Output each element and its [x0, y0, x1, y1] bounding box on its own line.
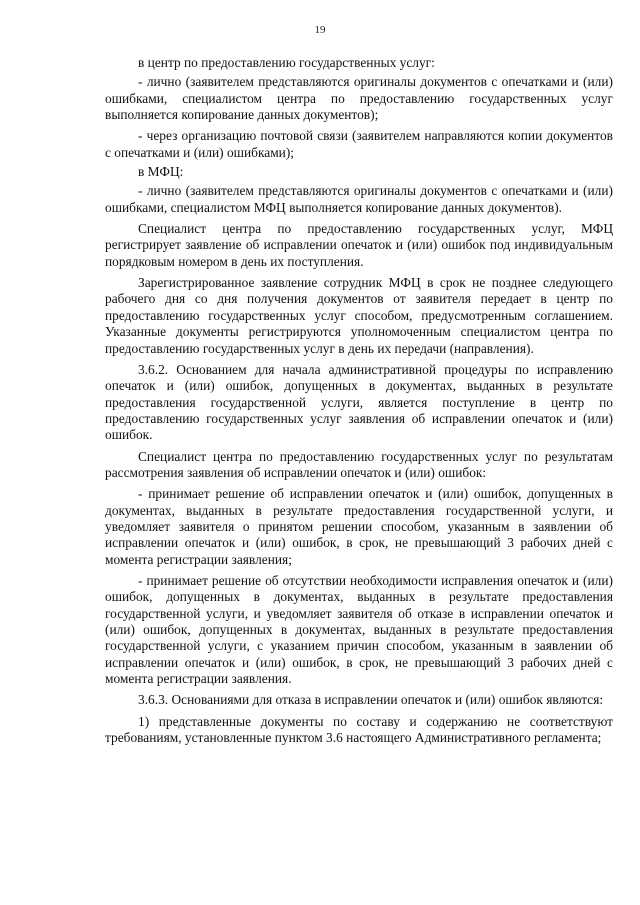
page-number: 19: [314, 24, 326, 36]
paragraph: 1) представленные документы по составу и содержанию не соответствуют требованиям, установленные пунктом 3.6 настоящего Административного регламента;: [105, 713, 613, 746]
paragraph: 3.6.2. Основанием для начала административной процедуры по исправлению опечаток и (или) ошибок, допущенных в документах, выданных в результате предоставления государственной услуги, является поступление в центр по предоставлению государственных услуг заявления об исправлении опечаток и (или) ошибок.: [105, 361, 613, 443]
paragraph: - лично (заявителем представляются оригиналы документов с опечатками и (или) ошибками, специалистом центра по предоставлению государственных услуг выполняется копирование данных документов);: [105, 74, 613, 123]
paragraph: Специалист центра по предоставлению государственных услуг по результатам рассмотрения заявления об исправлении опечаток и (или) ошибок:: [105, 448, 613, 480]
paragraph: - лично (заявителем представляются оригиналы документов с опечатками и (или) ошибками, специалистом МФЦ выполняется копирование данных документов).: [105, 183, 613, 215]
paragraph: Зарегистрированное заявление сотрудник МФЦ в срок не позднее следующего рабочего дня со дня получения документов от заявителя передает в центр по предоставлению государственных услуг способом, предусмотренным соглашением. Указанные документы регистрируются уполномоченным специалистом центра по предоставлению государственных услуг в день их передачи (направления).: [105, 275, 613, 356]
paragraph: в центр по предоставлению государственных услуг:: [138, 55, 435, 70]
paragraph: - через организацию почтовой связи (заявителем направляются копии документов с опечатками и (или) ошибками);: [105, 128, 613, 160]
paragraph: Специалист центра по предоставлению государственных услуг, МФЦ регистрирует заявление об исправлении опечаток и (или) ошибок под индивидуальным порядковым номером в день их поступления.: [105, 221, 613, 269]
paragraph: в МФЦ:: [138, 164, 184, 180]
paragraph: 3.6.3. Основаниями для отказа в исправлении опечаток и (или) ошибок являются:: [138, 692, 604, 708]
paragraph: - принимает решение об отсутствии необходимости исправления опечаток и (или) ошибок, допущенных в документах, выданных в результате предоставления государственной услуги, и уведомляет заявителя об отказе в исправлении опечаток и (или) ошибок, допущенных в документах, выданных в результате предоставления государственной услуги, с указанием причин способом, указанным в заявлении об исправлении опечаток и (или) ошибок, в срок, не превышающий 3 рабочих дней с момента регистрации заявления.: [105, 572, 613, 687]
paragraph: - принимает решение об исправлении опечаток и (или) ошибок, допущенных в документах, выданных в результате предоставления государственной услуги, и уведомляет заявителя о принятом решении способом, указанным в заявлении об исправлении опечаток и (или) ошибок, в срок, не превышающий 3 рабочих дней с момента регистрации заявления;: [105, 486, 613, 567]
document-body: [105, 55, 613, 751]
